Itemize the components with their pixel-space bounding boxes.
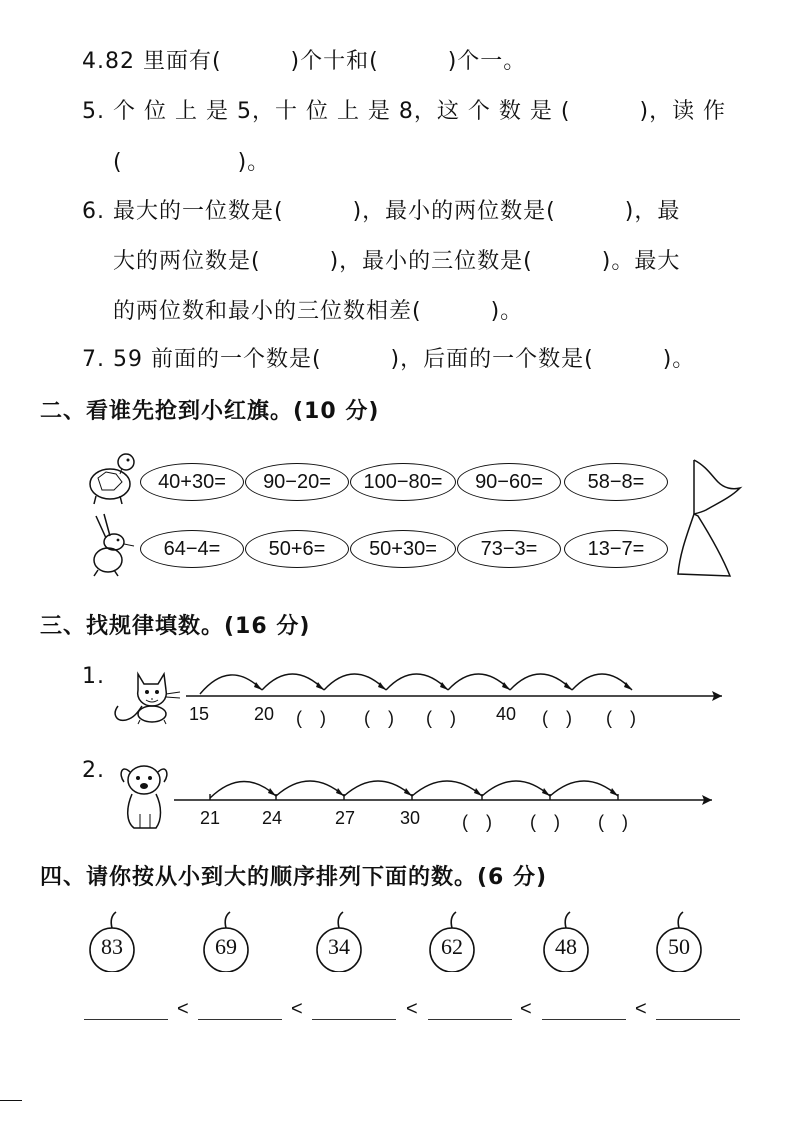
number-blank: ( ) (598, 812, 628, 832)
question-5-line1: 5. 个 位 上 是 5，十 位 上 是 8，这 个 数 是 ( )，读 作 (82, 99, 727, 124)
number-label: 15 (189, 704, 210, 724)
section4-title: 四、请你按从小到大的顺序排列下面的数。(6 分) (40, 865, 548, 890)
dog-icon (112, 758, 178, 832)
less-than-sign: < (635, 998, 647, 1020)
equation-bubble: 50+30= (350, 530, 456, 568)
answer-blank[interactable] (656, 1019, 740, 1020)
number-label: 24 (262, 808, 283, 828)
flag-icon (672, 452, 752, 582)
turtle-icon (84, 450, 140, 506)
section2-title: 二、看谁先抢到小红旗。(10 分) (40, 399, 380, 424)
equation-bubble: 73−3= (457, 530, 561, 568)
number-blank: ( ) (426, 708, 456, 728)
apple-value: 34 (328, 934, 350, 959)
pattern-2-label: 2. (82, 758, 105, 783)
apple-number (426, 910, 478, 972)
question-6-line2: 大的两位数是( )，最小的三位数是( )。最大 (113, 249, 681, 274)
less-than-sign: < (406, 998, 418, 1020)
apple-number (200, 910, 252, 972)
equation-bubble: 50+6= (245, 530, 349, 568)
equation-bubble: 100−80= (350, 463, 456, 501)
apple-number (540, 910, 592, 972)
answer-blank[interactable] (428, 1019, 512, 1020)
number-line-2 (174, 772, 720, 812)
number-label: 21 (200, 808, 221, 828)
equation-bubble: 58−8= (564, 463, 668, 501)
rabbit-icon (84, 512, 140, 578)
equation-bubble: 64−4= (140, 530, 244, 568)
number-label: 30 (400, 808, 421, 828)
equation-bubble: 40+30= (140, 463, 244, 501)
equation-bubble: 90−60= (457, 463, 561, 501)
apple-number (653, 910, 705, 972)
section3-title: 三、找规律填数。(16 分) (40, 614, 311, 639)
answer-blank[interactable] (198, 1019, 282, 1020)
equation-bubble: 90−20= (245, 463, 349, 501)
page-edge-mark (0, 1100, 22, 1101)
answer-blank[interactable] (542, 1019, 626, 1020)
apple-value: 69 (215, 934, 237, 959)
number-blank: ( ) (462, 812, 492, 832)
number-blank: ( ) (296, 708, 326, 728)
number-blank: ( ) (530, 812, 560, 832)
question-6-line1: 6. 最大的一位数是( )，最小的两位数是( )，最 (82, 199, 681, 224)
question-5-line2: ( )。 (113, 150, 271, 175)
question-4: 4.82 里面有( )个十和( )个一。 (82, 49, 527, 74)
question-7: 7. 59 前面的一个数是( )，后面的一个数是( )。 (82, 347, 696, 372)
number-blank: ( ) (542, 708, 572, 728)
less-than-sign: < (520, 998, 532, 1020)
answer-blank[interactable] (312, 1019, 396, 1020)
apple-number (313, 910, 365, 972)
cat-icon (108, 664, 188, 726)
pattern-1-label: 1. (82, 664, 105, 689)
question-6-line3: 的两位数和最小的三位数相差( )。 (113, 299, 524, 324)
less-than-sign: < (291, 998, 303, 1020)
apple-value: 48 (555, 934, 577, 959)
number-label: 27 (335, 808, 356, 828)
apple-value: 50 (668, 934, 690, 959)
number-label: 40 (496, 704, 517, 724)
number-blank: ( ) (364, 708, 394, 728)
number-line-1 (186, 660, 732, 706)
apple-value: 62 (441, 934, 463, 959)
equation-bubble: 13−7= (564, 530, 668, 568)
apple-value: 83 (101, 934, 123, 959)
less-than-sign: < (177, 998, 189, 1020)
number-label: 20 (254, 704, 275, 724)
number-blank: ( ) (606, 708, 636, 728)
answer-blank[interactable] (84, 1019, 168, 1020)
apple-number (86, 910, 138, 972)
